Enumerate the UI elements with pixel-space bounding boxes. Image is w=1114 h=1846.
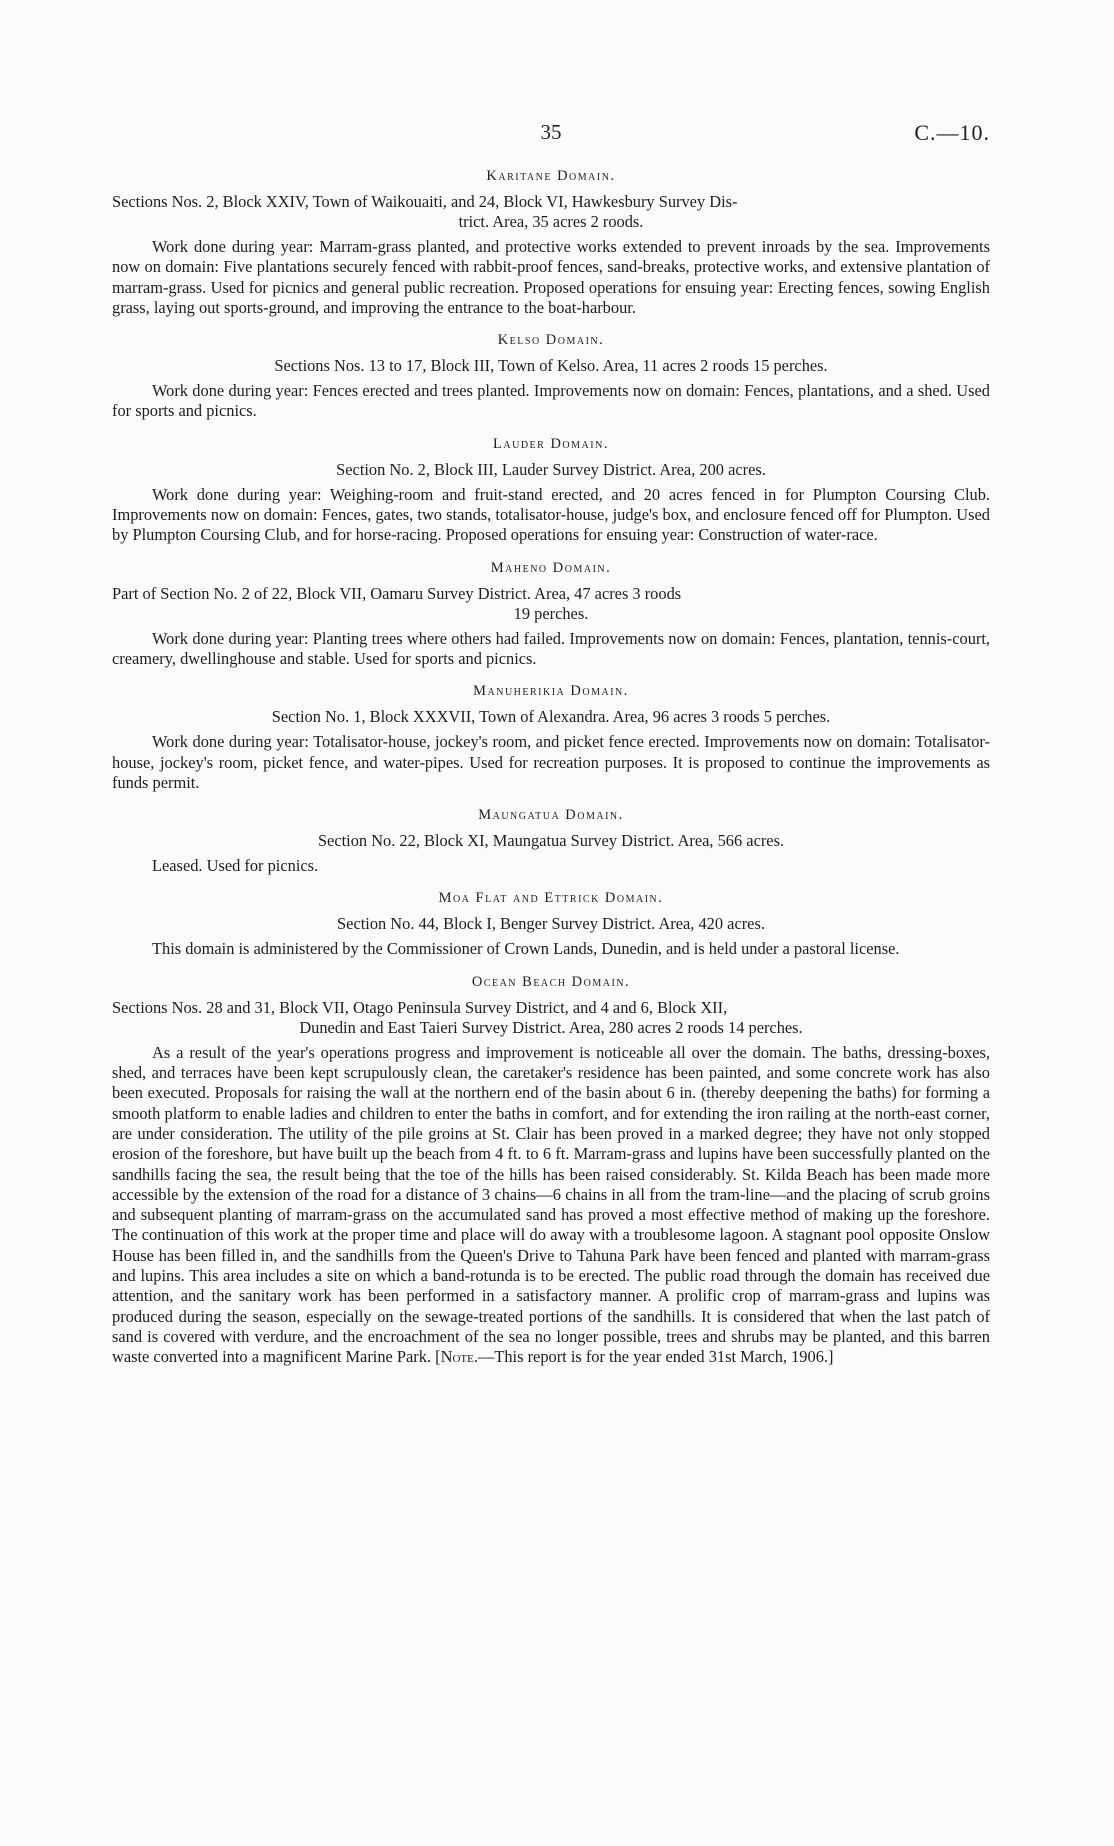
legal-description: Sections Nos. 13 to 17, Block III, Town of Kelso. Area, 11 acres 2 roods 15 perches. <box>274 356 828 376</box>
section-body: Leased. Used for picnics. <box>152 856 319 876</box>
section-title: Ocean Beach Domain. <box>471 973 631 990</box>
section-body: As a result of the year's operations progress and improvement is noticeable all over the domain. The baths, dressing-boxes, shed, and terraces have been kept scrupulously clean, the caretaker's residence has been painted, and some concrete work has also been executed. Proposals for raising the wall at the northern end of the basin about 6 in. (thereby deepening the baths) for forming a smooth platform to enable ladies and children to enter the baths in comfort, and for extending the iron railing at the north-east corner, are under consideration. The utility of the pile groins at St. Clair has been proved in a marked degree; they have not only stopped erosion of the foreshore, but have built up the beach from 4 ft. to 6 ft. Marram-grass and lupins have been successfully planted on the sandhills facing the sea, the result being that the toe of the hills has been raised considerably. St. Kilda Beach has been made more accessible by the extension of the road for a distance of 3 chains—6 chains in all from the tram-line—and the placing of scrub groins and subsequent planting of marram-grass on the accumulated sand has proved a most effective method of making up the foreshore. The continuation of this work at the proper time and place will do away with a troublesome lagoon. A stagnant pool opposite Onslow House has been filled in, and the sandhills from the Queen's Drive to Tahuna Park have been fenced and planted with marram-grass and lupins. This area includes a site on which a band-rotunda is to be erected. The public road through the domain has received due attention, and the sanitary work has been performed in a satisfactory manner. A prolific crop of marram-grass and lupins was produced during the season, especially on the sewage-treated portions of the sandhills. It is considered that when the last patch of sand is covered with verdure, and the encroachment of the sea no longer possible, trees and shrubs may be planted, and this barren waste converted into a magnificent Marine Park. [Note.—This report is for the year ended 31st March, 1906.] <box>112 1042 990 1367</box>
section-moa-flat-ettrick <box>112 890 990 959</box>
page-header <box>112 116 990 150</box>
section-body: Work done during year: Planting trees where others had failed. Improvements now on domain: Fences, plantation, tennis-court, creamery, dwellinghouse and stable. Used for sports and picnics. <box>112 628 990 668</box>
section-title: Moa Flat and Ettrick Domain. <box>438 890 664 907</box>
legal-description: Section No. 2, Block III, Lauder Survey District. Area, 200 acres. <box>336 459 766 479</box>
section-title: Kelso Domain. <box>497 332 605 349</box>
section-kelso <box>112 332 990 422</box>
section-body: Work done during year: Marram-grass planted, and protective works extended to prevent inroads by the sea. Improvements now on domain: Five plantations securely fenced with rabbit-proof fences, sand-breaks, protective works, and extensive plantation of marram-grass. Used for picnics and general public recreation. Proposed operations for ensuing year: Erecting fences, sowing English grass, laying out sports-ground, and improving the entrance to the boat-harbour. <box>112 237 990 317</box>
section-title: Maungatua Domain. <box>478 807 624 824</box>
section-title: Manuherikia Domain. <box>473 683 629 700</box>
section-body: Work done during year: Fences erected and trees planted. Improvements now on domain: Fences, plantations, and a shed. Used for sports and picnics. <box>112 381 990 421</box>
section-body: Work done during year: Weighing-room and fruit-stand erected, and 20 acres fenced in for Plumpton Coursing Club. Improvements now on domain: Fences, gates, two stands, totalisator-house, judge's box, and enclosure fenced off for Plumpton. Used by Plumpton Coursing Club, and for horse-racing. Proposed operations for ensuing year: Construction of water-race. <box>112 484 990 545</box>
legal-description: Section No. 1, Block XXXVII, Town of Alexandra. Area, 96 acres 3 roods 5 perches. <box>271 707 831 727</box>
page-number: 35 <box>540 120 562 144</box>
section-lauder <box>112 436 990 546</box>
section-body: Work done during year: Totalisator-house, jockey's room, and picket fence erected. Improvements now on domain: Totalisator-house, jockey's room, picket fence, and water-pipes. Used for recreation purposes. It is proposed to continue the improvements as funds permit. <box>112 732 990 792</box>
legal-description: Sections Nos. 28 and 31, Block VII, Otago Peninsula Survey District, and 4 and 6, Block XII, Dunedin and East Taieri Survey District. Area, 280 acres 2 roods 14 perches. <box>112 997 803 1037</box>
report-code: C.—10. <box>914 120 990 145</box>
section-body: This domain is administered by the Commissioner of Crown Lands, Dunedin, and is held under a pastoral license. <box>152 939 900 959</box>
legal-description: Section No. 44, Block I, Benger Survey District. Area, 420 acres. <box>337 914 765 934</box>
section-karitane <box>112 168 990 318</box>
section-title: Maheno Domain. <box>490 559 612 576</box>
section-title: Karitane Domain. <box>486 168 616 184</box>
note-text: —This report is for the year ended 31st March, 1906.] <box>477 1347 834 1367</box>
section-title: Lauder Domain. <box>493 435 609 452</box>
section-ocean-beach <box>112 974 990 1368</box>
legal-description: Section No. 22, Block XI, Maungatua Survey District. Area, 566 acres. <box>317 831 785 851</box>
legal-description: Part of Section No. 2 of 22, Block VII, Oamaru Survey District. Area, 47 acres 3 roods 19 perches. <box>112 583 682 623</box>
note-label: [Note. <box>435 1347 478 1367</box>
legal-description: Sections Nos. 2, Block XXIV, Town of Waikouaiti, and 24, Block VI, Hawkesbury Survey Dis- trict. Area, 35 acres 2 roods. <box>112 192 738 231</box>
section-manuherikia <box>112 683 990 793</box>
section-maheno <box>112 560 990 670</box>
page-content <box>112 168 990 1382</box>
section-maungatua <box>112 807 990 876</box>
